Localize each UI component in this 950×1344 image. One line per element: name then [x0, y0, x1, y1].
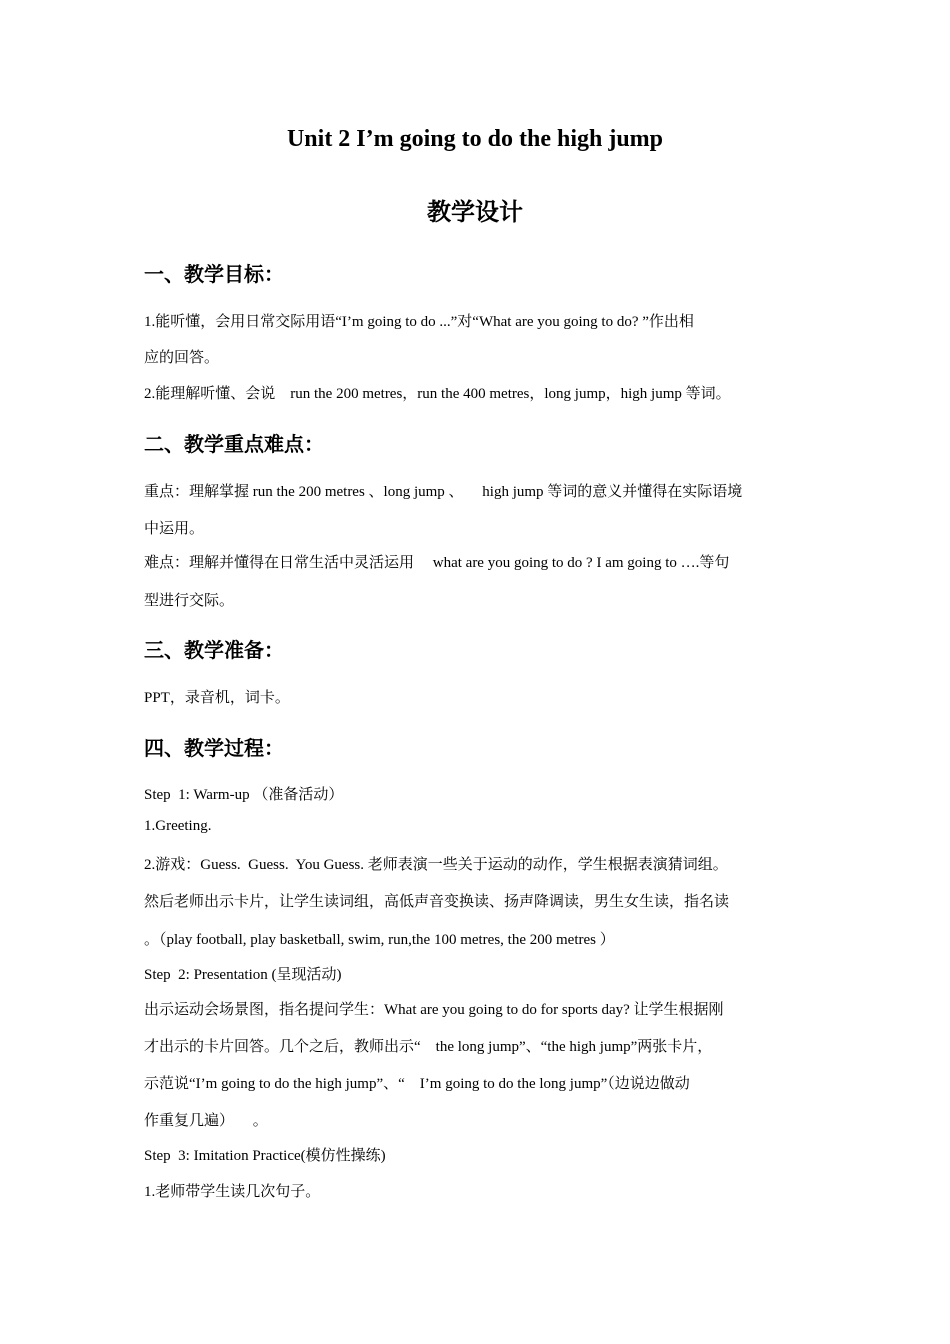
key-points-line-1: 重点：理解掌握 run the 200 metres 、long jump 、 high jump 等词的意义并懂得在实际语境 [144, 484, 743, 500]
process-line-8: 才出示的卡片回答。几个之后，教师出示“ the long jump”、“the high jump”两张卡片， [144, 1039, 713, 1055]
section-heading-key-points: 二、教学重点难点： [144, 434, 324, 456]
section-heading-goals: 一、教学目标： [144, 264, 284, 286]
key-points-line-4: 型进行交际。 [144, 593, 235, 609]
process-line-11: Step 3: Imitation Practice(模仿性操练) [144, 1148, 386, 1164]
section-heading-process: 四、教学过程： [144, 738, 284, 760]
key-points-line-2: 中运用。 [144, 521, 205, 537]
section-heading-preparation: 三、教学准备： [144, 640, 284, 662]
process-line-12: 1.老师带学生读几次句子。 [144, 1184, 321, 1200]
process-line-10: 作重复几遍） 。 [144, 1113, 268, 1129]
process-line-5: 。（play football, play basketball, swim, run,the 100 metres, the 200 metres ） [144, 932, 615, 948]
process-line-9: 示范说“I’m going to do the high jump”、“ I’m going to do the long jump”（边说边做动 [144, 1076, 690, 1092]
goals-line-2: 应的回答。 [144, 350, 220, 366]
process-line-6: Step 2: Presentation (呈现活动) [144, 967, 342, 983]
goals-line-3: 2.能理解听懂、会说 run the 200 metres，run the 400 metres，long jump，high jump 等词。 [144, 386, 731, 402]
process-line-3: 2.游戏：Guess. Guess. You Guess. 老师表演一些关于运动的动作，学生根据表演猜词组。 [144, 857, 728, 873]
key-points-line-3: 难点：理解并懂得在日常生活中灵活运用 what are you going to do ? I am going to ….等句 [144, 555, 730, 571]
document-title: Unit 2 I’m going to do the high jump [286, 126, 664, 152]
process-line-4: 然后老师出示卡片，让学生读词组，高低声音变换读、扬声降调读，男生女生读，指名读 [144, 894, 730, 910]
process-line-1: Step 1: Warm-up （准备活动） [144, 787, 344, 803]
goals-line-1: 1.能听懂，会用日常交际用语“I’m going to do ...”对“What are you going to do? ”作出相 [144, 314, 694, 330]
process-line-2: 1.Greeting. [144, 818, 212, 834]
preparation-line-1: PPT，录音机，词卡。 [144, 690, 290, 706]
process-line-7: 出示运动会场景图，指名提问学生：What are you going to do for sports day? 让学生根据刚 [144, 1002, 724, 1018]
document-subtitle: 教学设计 [427, 200, 523, 226]
